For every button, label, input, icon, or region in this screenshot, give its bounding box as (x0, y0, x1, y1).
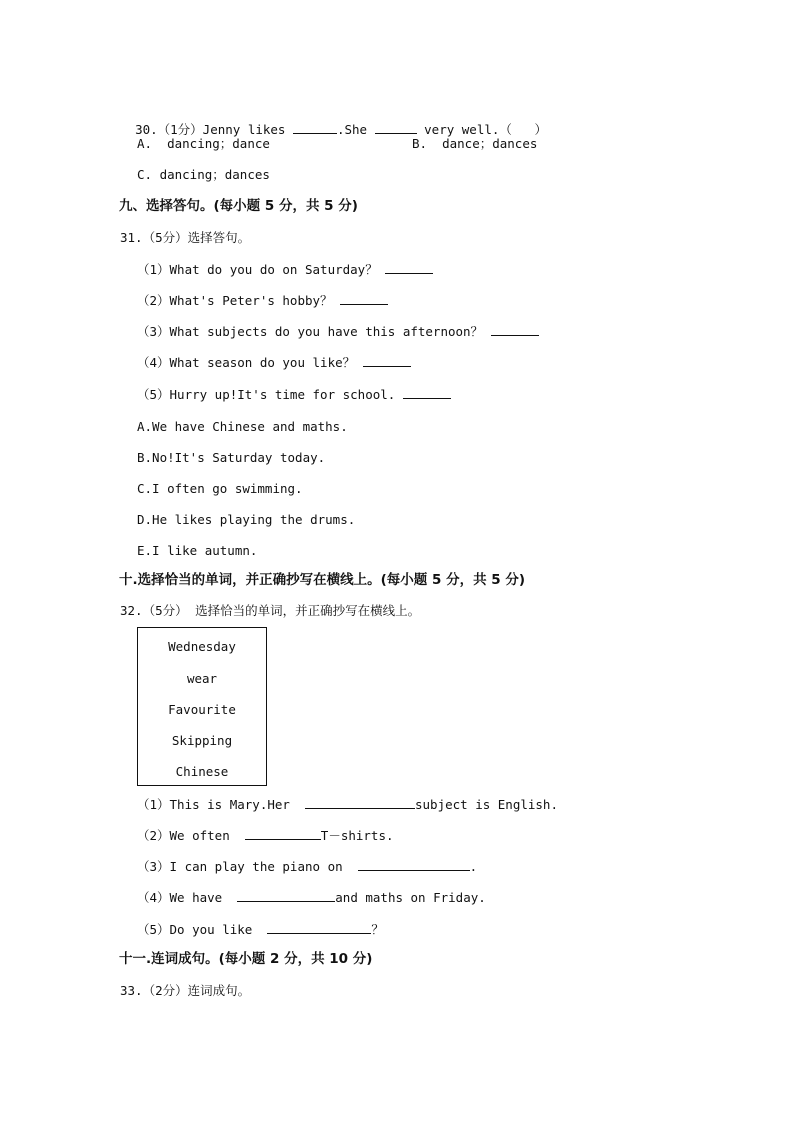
q31-question-1 (137, 261, 433, 278)
q32-blank-2[interactable] (245, 827, 321, 840)
q31-answer-e: E.I like autumn. (137, 543, 258, 558)
q31-blank-3[interactable] (491, 323, 539, 336)
q32-blank-3[interactable] (358, 858, 470, 871)
q32-sentence-2 (137, 827, 394, 844)
q33-header: 33.（2分）连词成句。 (120, 983, 251, 998)
q30-blank-1[interactable] (293, 121, 337, 134)
q32-header: 32.（5分） 选择恰当的单词，并正确抄写在横线上。 (120, 603, 421, 618)
q32-sentence-3 (137, 858, 477, 875)
q32-sentence-4 (137, 889, 486, 906)
q30-option-a[interactable]: A. dancing；dance (137, 136, 270, 151)
q31-question-4 (137, 354, 411, 371)
q31-answer-d: D.He likes playing the drums. (137, 512, 356, 527)
q32-blank-4[interactable] (237, 889, 335, 902)
q31-question-1-text: （1）What do you do on Saturday？ (137, 262, 378, 277)
q32-sentence-5-post: ？ (371, 922, 384, 937)
q31-blank-1[interactable] (385, 261, 433, 274)
q32-blank-5[interactable] (267, 921, 371, 934)
q31-question-3 (137, 323, 539, 340)
q31-question-2 (137, 292, 388, 309)
q31-answer-a: A.We have Chinese and maths. (137, 419, 348, 434)
q31-blank-4[interactable] (363, 354, 411, 367)
q32-sentence-4-post: and maths on Friday. (335, 890, 486, 905)
q32-blank-1[interactable] (305, 796, 415, 809)
q30-stem-part-a: 30.（1分）Jenny likes (135, 122, 293, 137)
word-bank-item: Wednesday (168, 639, 236, 654)
q30-stem-part-b: .She (336, 122, 375, 137)
q31-question-5-text: （5）Hurry up!It's time for school. (137, 387, 396, 402)
q31-question-4-text: （4）What season do you like？ (137, 355, 356, 370)
section9-title: 九、选择答句。(每小题 5 分，共 5 分) (119, 198, 358, 214)
q31-question-5 (137, 386, 451, 403)
q32-sentence-3-pre: （3）I can play the piano on (137, 859, 358, 874)
q32-sentence-5-pre: （5）Do you like (137, 922, 268, 937)
word-bank-item: Skipping (171, 733, 233, 748)
q31-answer-c: C.I often go swimming. (137, 481, 303, 496)
q32-sentence-5 (137, 921, 384, 938)
section11-title: 十一.连词成句。(每小题 2 分，共 10 分) (119, 951, 373, 967)
q31-blank-5[interactable] (403, 386, 451, 399)
word-bank-box (137, 627, 267, 786)
q32-sentence-1-post: subject is English. (415, 797, 558, 812)
q32-sentence-2-pre: （2）We often (137, 828, 245, 843)
q30-option-b[interactable]: B. dance；dances (412, 136, 538, 151)
q30-option-c[interactable]: C. dancing；dances (137, 167, 270, 182)
q31-answer-b: B.No!It's Saturday today. (137, 450, 326, 465)
word-bank-item: wear (186, 671, 218, 686)
word-bank-item: Chinese (175, 764, 229, 779)
q32-sentence-4-pre: （4）We have (137, 890, 238, 905)
q32-sentence-1-pre: （1）This is Mary.Her (137, 797, 305, 812)
section10-title: 十.选择恰当的单词，并正确抄写在横线上。(每小题 5 分，共 5 分) (119, 572, 526, 588)
q32-sentence-2-post: T－shirts. (320, 828, 394, 843)
q30-stem-part-c: very well.（ ） (416, 122, 547, 137)
q31-blank-2[interactable] (340, 292, 388, 305)
q32-sentence-1 (137, 796, 558, 813)
q32-sentence-3-post: . (469, 859, 478, 874)
q30-blank-2[interactable] (375, 121, 417, 134)
q30-stem (120, 105, 547, 138)
q31-question-2-text: （2）What's Peter's hobby？ (137, 293, 333, 308)
q31-question-3-text: （3）What subjects do you have this afternoon？ (137, 324, 484, 339)
q31-header: 31.（5分）选择答句。 (120, 230, 251, 245)
word-bank-item: Favourite (168, 702, 236, 717)
